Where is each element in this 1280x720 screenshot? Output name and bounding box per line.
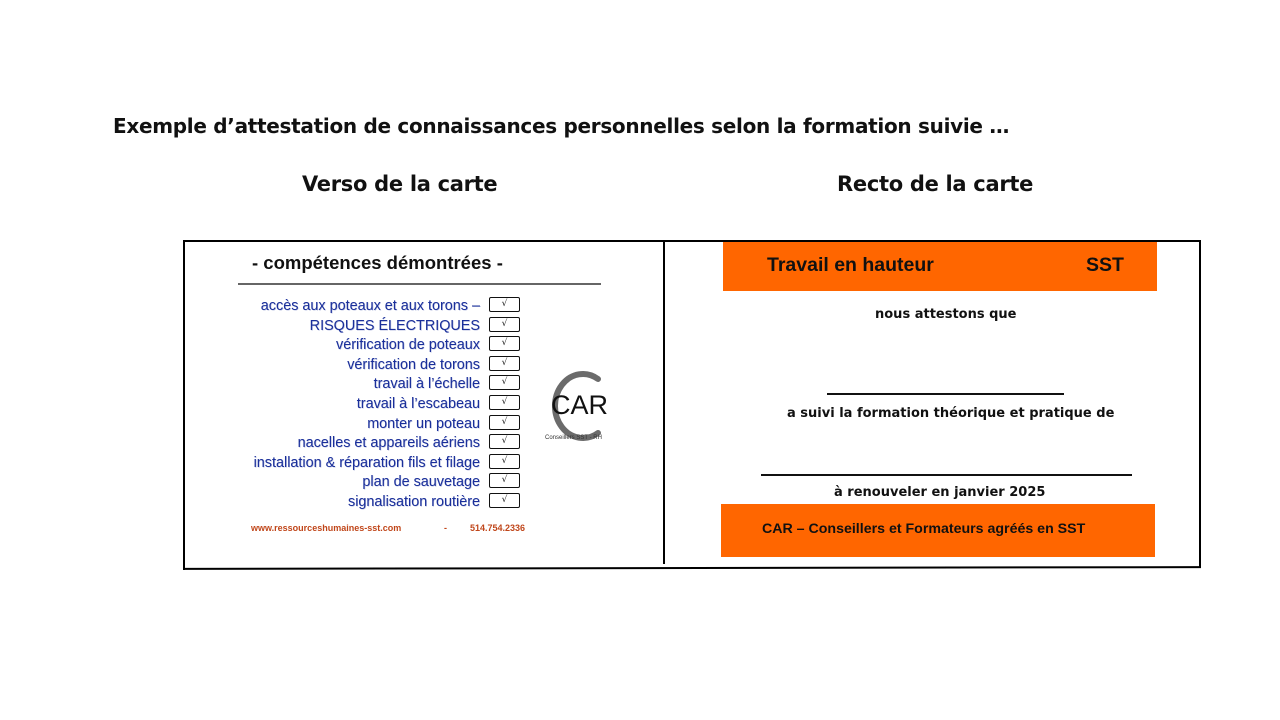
competency-label: vérification de torons xyxy=(347,356,480,373)
competency-label: signalisation routière xyxy=(348,493,480,510)
competency-checkbox[interactable]: √ xyxy=(489,297,520,312)
card-right-border xyxy=(1199,240,1201,568)
competency-item xyxy=(200,356,530,376)
phone-number: 514.754.2336 xyxy=(470,523,526,533)
competency-label: installation & réparation fils et filage xyxy=(253,454,480,471)
competency-item xyxy=(200,297,530,317)
course-blank-line xyxy=(761,474,1132,476)
competency-item xyxy=(200,395,530,415)
competency-item xyxy=(200,375,530,395)
competencies-heading: - compétences démontrées - xyxy=(252,252,503,273)
card-code: SST xyxy=(1086,254,1124,276)
recto-label: Recto de la carte xyxy=(837,172,1034,196)
competency-label: travail à l’escabeau xyxy=(356,395,480,412)
competency-checkbox[interactable]: √ xyxy=(489,454,520,469)
competency-checkbox[interactable]: √ xyxy=(489,336,520,351)
competency-item xyxy=(200,415,530,435)
heading-rule xyxy=(238,283,601,285)
competency-label: accès aux poteaux et aux torons – xyxy=(260,298,480,314)
verso-label: Verso de la carte xyxy=(302,172,498,196)
card-title: Travail en hauteur xyxy=(767,254,934,276)
competency-item xyxy=(200,317,530,337)
renewal-text: à renouveler en janvier 2025 xyxy=(834,485,1046,500)
competency-checkbox[interactable]: √ xyxy=(489,434,520,449)
card-left-border xyxy=(183,240,185,570)
card-bottom-border xyxy=(185,566,1201,570)
competency-checkbox[interactable]: √ xyxy=(489,375,520,390)
competency-label: nacelles et appareils aériens xyxy=(297,435,480,452)
competency-checkbox[interactable]: √ xyxy=(489,317,520,332)
page-title: Exemple d’attestation de connaissances personnelles selon la formation suivie … xyxy=(113,114,1010,138)
competency-label: monter un poteau xyxy=(367,415,480,432)
competency-item xyxy=(200,493,530,513)
competency-item xyxy=(200,454,530,474)
competency-item xyxy=(200,336,530,356)
competency-checkbox[interactable]: √ xyxy=(489,493,520,508)
formation-text: a suivi la formation théorique et pratique de xyxy=(787,406,1115,421)
competency-label: plan de sauvetage xyxy=(362,474,480,491)
competency-list xyxy=(200,297,530,513)
footer-separator: - xyxy=(444,523,447,533)
website-link[interactable]: www.ressourceshumaines-sst.com xyxy=(251,523,402,533)
competency-label: vérification de poteaux xyxy=(336,337,480,354)
card-divider xyxy=(663,240,665,564)
logo-text: CAR xyxy=(551,390,609,420)
competency-checkbox[interactable]: √ xyxy=(489,395,520,410)
logo-subtitle: Conseillers SST - RH xyxy=(545,435,602,441)
name-blank-line xyxy=(827,393,1064,395)
competency-label: travail à l’échelle xyxy=(373,376,480,393)
competency-checkbox[interactable]: √ xyxy=(489,473,520,488)
competency-checkbox[interactable]: √ xyxy=(489,356,520,371)
attest-text: nous attestons que xyxy=(875,307,1017,322)
footer-band-text: CAR – Conseillers et Formateurs agréés en SST xyxy=(762,521,1086,537)
competency-checkbox[interactable]: √ xyxy=(489,415,520,430)
competency-label: RISQUES ÉLECTRIQUES xyxy=(309,317,480,334)
competency-item xyxy=(200,473,530,493)
competency-item xyxy=(200,434,530,454)
